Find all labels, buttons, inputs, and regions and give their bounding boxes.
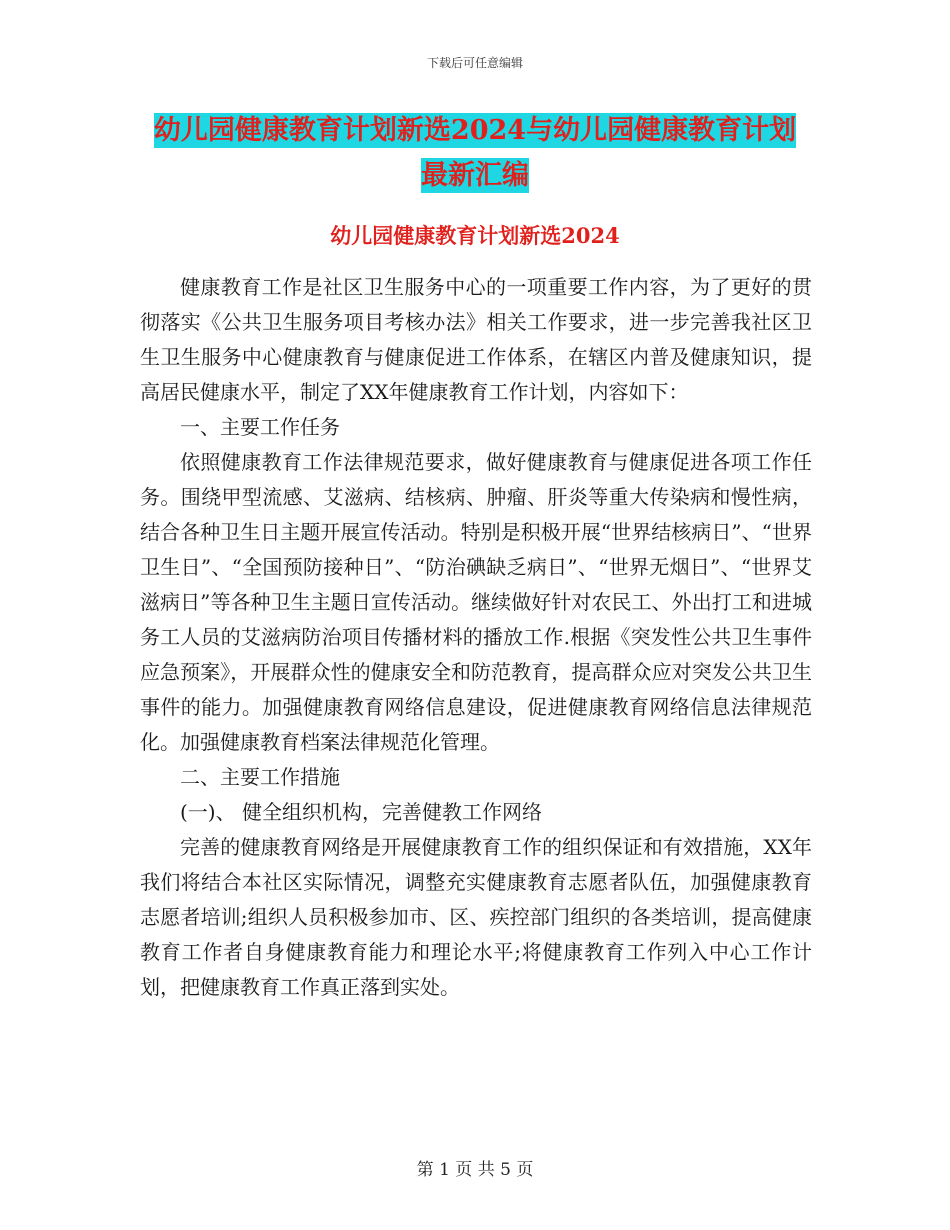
heading-main-tasks: 一、主要工作任务 <box>180 415 340 439</box>
header-note: 下载后可任意编辑 <box>426 56 523 70</box>
subheading-organization: (一)、 健全组织机构，完善健教工作网络 <box>180 800 542 824</box>
paragraph-network: 完善的健康教育网络是开展健康教育工作的组织保证和有效措施，XX年我们将结合本社区实际情况，调整充实健康教育志愿者队伍，加强健康教育志愿者培训;组织人员积极参加市、区、疾控部门组织的各类培训，提高健康教育工作者自身健康教育能力和理论水平;将健康教育工作列入中心工作计划，把健康教育工作真正落到实处。 <box>140 835 812 999</box>
document-title <box>0 108 950 198</box>
paragraph-intro: 健康教育工作是社区卫生服务中心的一项重要工作内容，为了更好的贯彻落实《公共卫生服务项目考核办法》相关工作要求，进一步完善我社区卫生卫生服务中心健康教育与健康促进工作体系，在辖区内普及健康知识，提高居民健康水平，制定了XX年健康教育工作计划，内容如下： <box>140 275 812 404</box>
body-text <box>140 270 812 1005</box>
document-title-line2: 最新汇编 <box>421 160 529 191</box>
section-title: 幼儿园健康教育计划新选2024 <box>330 223 620 248</box>
page-footer: 第 1 页 共 5 页 <box>416 1160 534 1180</box>
paragraph-tasks: 依照健康教育工作法律规范要求，做好健康教育与健康促进各项工作任务。围绕甲型流感、艾滋病、结核病、肿瘤、肝炎等重大传染病和慢性病，结合各种卫生日主题开展宣传活动。特别是积极开展“世界结核病日”、“世界卫生日”、“全国预防接种日”、“防治碘缺乏病日”、“世界无烟日”、“世界艾滋病日”等各种卫生主题日宣传活动。继续做好针对农民工、外出打工和进城务工人员的艾滋病防治项目传播材料的播放工作.根据《突发性公共卫生事件应急预案》，开展群众性的健康安全和防范教育，提高群众应对突发公共卫生事件的能力。加强健康教育网络信息建设，促进健康教育网络信息法律规范化。加强健康教育档案法律规范化管理。 <box>140 450 812 754</box>
document-title-line1: 幼儿园健康教育计划新选2024与幼儿园健康教育计划 <box>153 115 797 146</box>
heading-main-measures: 二、主要工作措施 <box>180 765 340 789</box>
